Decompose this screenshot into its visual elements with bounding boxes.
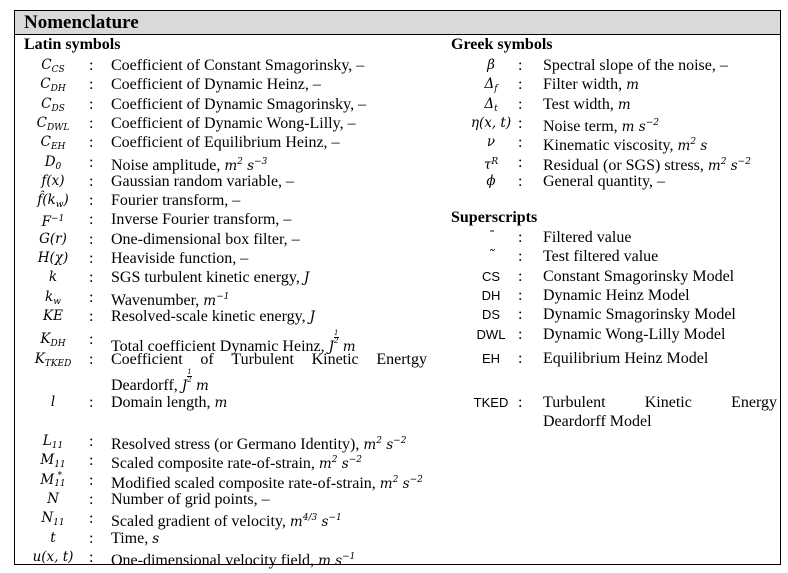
denominator: 2: [187, 376, 192, 384]
symbol: η(x, t): [470, 114, 512, 131]
symbol-subscript: t: [494, 103, 498, 114]
symbol-subscript: CS: [51, 65, 65, 75]
description: Heaviside function, –: [111, 250, 249, 267]
colon-separator: :: [89, 331, 94, 349]
symbol-subscript: 11: [53, 518, 65, 529]
colon-separator: :: [89, 153, 94, 171]
unit-exponent: −1: [328, 513, 342, 524]
description: Kinematic viscosity, $m^2$ s: [543, 137, 708, 155]
colon-separator: :: [89, 230, 94, 248]
description: Residual (or SGS) stress, $m^2$ $s^{-2}$: [543, 156, 751, 174]
symbol-superscript: R: [491, 156, 499, 167]
unit-exponent: −2: [393, 436, 407, 446]
table-title: Nomenclature: [24, 12, 139, 33]
description: Noise amplitude, $m^2$ $s^{-3}$: [111, 156, 268, 174]
unit: $m^2$ $s^{-3}$: [224, 156, 268, 174]
numerator: 1: [187, 368, 192, 376]
unit: m $s^{-2}$: [621, 117, 659, 135]
superscripts-heading: Superscripts: [451, 209, 538, 226]
symbol: DH: [481, 288, 501, 303]
symbol: k: [48, 269, 58, 286]
word: Turbulent: [543, 394, 606, 411]
unit-exponent: −1: [342, 551, 356, 562]
symbol-subscript: w: [53, 296, 61, 307]
unit-exponent: −2: [348, 455, 362, 466]
description: Modified scaled composite rate-of-strain, $m^2$ $s^{-2}$: [111, 474, 423, 492]
symbol: ¯: [487, 229, 495, 245]
symbol-subscript: w: [55, 200, 64, 211]
symbol: $\tau^R$: [483, 156, 499, 173]
unit-exponent: −2: [737, 156, 751, 167]
unit-exponent: −2: [409, 474, 423, 485]
symbol: $k_w$: [45, 288, 61, 307]
description: Test filtered value: [543, 248, 659, 265]
symbol: t: [50, 529, 56, 546]
description: Filter width, m: [543, 76, 639, 94]
word: Kinetic: [644, 394, 692, 411]
unit-exponent: 2: [376, 436, 382, 446]
colon-separator: :: [89, 95, 94, 113]
colon-separator: :: [89, 529, 94, 547]
description: Total coefficient Dynamic Heinz, J $\frac{1}{2}$ m: [111, 329, 356, 356]
symbol: TKED: [473, 395, 509, 410]
unit: J $\frac{1}{2}$ m: [181, 368, 209, 394]
symbol: G(r): [39, 230, 67, 247]
symbol: M * 11: [40, 471, 66, 490]
symbol-subscript: 0: [55, 161, 62, 172]
colon-separator: :: [518, 153, 523, 171]
description: Dynamic Smagorinsky Model: [543, 306, 736, 323]
description: One-dimensional box filter, –: [111, 230, 300, 248]
description-line: [543, 393, 777, 412]
colon-separator: :: [89, 471, 94, 489]
description: Constant Smagorinsky Model: [543, 268, 735, 285]
description: Wavenumber, $m^{-1}$: [111, 291, 230, 309]
symbol-subscript: 11: [54, 479, 66, 490]
symbol: N: [47, 490, 59, 507]
symbol: $M_{11}$: [40, 452, 66, 471]
description-continuation: Deardorff, J $\frac{1}{2}$ m: [111, 368, 209, 394]
description: Inverse Fourier transform, –: [111, 211, 292, 229]
symbol-subscript: 11: [51, 441, 64, 451]
symbol: $F^{-1}$: [41, 214, 65, 231]
unit-exponent: −1: [216, 291, 230, 302]
colon-separator: :: [89, 192, 94, 210]
description: Coefficient of Dynamic Heinz, –: [111, 76, 321, 94]
nomenclature-table: [14, 10, 781, 569]
colon-separator: :: [89, 433, 94, 450]
symbol: $C_{DH}$: [40, 76, 66, 95]
symbol: $f̂(k_w)$: [37, 192, 69, 211]
unit: $m^2$ $s^{-2}$: [318, 455, 362, 473]
description: SGS turbulent kinetic energy, J: [111, 269, 310, 287]
colon-separator: :: [89, 452, 94, 470]
symbol: $C_{DS}$: [41, 95, 65, 114]
colon-separator: :: [518, 248, 523, 265]
latin-symbols-heading: Latin symbols: [24, 36, 121, 53]
description-continuation: Deardorff Model: [543, 413, 652, 430]
description: Dynamic Heinz Model: [543, 287, 690, 304]
colon-separator: :: [89, 211, 94, 229]
symbol: $\Delta_t$: [484, 95, 498, 114]
symbol-subscript: f: [494, 84, 498, 95]
symbol-subscript: DH: [50, 84, 66, 95]
symbol: $L_{11}$: [42, 433, 64, 451]
symbol: ν: [486, 134, 496, 151]
description: Domain length, m: [111, 394, 228, 411]
symbol: $\Delta_f$: [484, 76, 498, 95]
unit: J: [309, 308, 316, 325]
description: [543, 393, 777, 431]
description: Coefficient of Dynamic Smagorinsky, –: [111, 95, 367, 113]
symbol: $C_{CS}$: [41, 57, 65, 75]
colon-separator: :: [518, 394, 523, 411]
symbol: CS: [481, 269, 501, 284]
colon-separator: :: [518, 76, 523, 94]
description: Scaled gradient of velocity, $m^{4/3}$ $s^{-1}$: [111, 513, 342, 531]
description: Number of grid points, –: [111, 490, 270, 508]
unit: m: [617, 96, 631, 113]
unit: s: [152, 530, 160, 547]
word: Kinetic: [311, 351, 359, 368]
symbol: ˜: [487, 248, 495, 264]
symbol: $K_{TKED}$: [34, 351, 72, 369]
colon-separator: :: [89, 510, 94, 528]
colon-separator: :: [89, 250, 94, 267]
colon-separator: :: [89, 269, 94, 287]
colon-separator: :: [518, 172, 523, 190]
unit-exponent: −3: [254, 156, 268, 167]
unit: J: [303, 270, 310, 287]
symbol-superscript: −1: [51, 214, 65, 225]
description: One-dimensional velocity field, m $s^{-1}$: [111, 551, 356, 569]
symbol: $C_{EH}$: [40, 134, 66, 153]
colon-separator: :: [518, 287, 523, 304]
colon-separator: :: [89, 172, 94, 190]
word: Enertgy: [376, 351, 427, 368]
symbol: DWL: [476, 327, 506, 342]
colon-separator: :: [518, 57, 523, 74]
unit: $m^2$ s: [677, 137, 708, 155]
table-header: [15, 11, 780, 35]
numerator: 1: [334, 329, 339, 338]
unit-fraction-exponent: [334, 330, 338, 345]
symbol: β: [487, 57, 495, 73]
description: Gaussian random variable, –: [111, 172, 295, 190]
symbol-subscript: DWL: [46, 122, 70, 133]
description: Resolved-scale kinetic energy, J: [111, 307, 316, 325]
symbol: $K_{DH}$: [40, 331, 66, 350]
unit-exponent: 4/3: [302, 513, 318, 524]
word: of: [200, 351, 214, 368]
word: Energy: [731, 394, 777, 411]
symbol: EH: [481, 351, 501, 366]
description: Time, s: [111, 529, 160, 547]
unit: $m^2$ $s^{-2}$: [707, 156, 751, 174]
unit-exponent: 2: [237, 156, 243, 167]
unit: m: [214, 395, 228, 411]
symbol: DS: [481, 307, 501, 322]
symbol: H(χ): [37, 250, 69, 266]
unit: m $s^{-1}$: [318, 551, 356, 569]
word: Coefficient: [111, 351, 183, 368]
symbol: $D_0$: [44, 153, 62, 172]
unit: $m^2$ $s^{-2}$: [363, 436, 407, 453]
unit-exponent: 2: [331, 455, 338, 466]
symbol-subscript: DH: [50, 339, 66, 350]
colon-separator: :: [89, 351, 94, 368]
colon-separator: :: [89, 548, 94, 566]
description: Spectral slope of the noise, –: [543, 57, 728, 74]
symbol: f(x): [41, 172, 65, 189]
description: Noise term, m $s^{-2}$: [543, 117, 659, 135]
description: General quantity, –: [543, 172, 666, 190]
unit-exponent: 2: [392, 474, 399, 485]
unit-exponent: 2: [720, 156, 727, 167]
colon-separator: :: [518, 114, 523, 132]
description: [111, 350, 427, 396]
symbol: $N_{11}$: [41, 510, 65, 529]
colon-separator: :: [89, 288, 94, 306]
colon-separator: :: [89, 76, 94, 94]
colon-separator: :: [89, 134, 94, 152]
unit: $m^{4/3}$ $s^{-1}$: [289, 513, 342, 531]
description: Coefficient of Equilibrium Heinz, –: [111, 134, 340, 152]
symbol-superscript: *: [57, 471, 63, 482]
unit-exponent: 2: [690, 137, 697, 148]
symbol: $C_{DWL}$: [36, 114, 70, 133]
symbol-subscript: 11: [54, 460, 66, 471]
colon-separator: :: [518, 306, 523, 323]
description: Test width, m: [543, 95, 631, 113]
colon-separator: :: [518, 350, 523, 367]
description: Coefficient of Dynamic Wong-Lilly, –: [111, 114, 356, 132]
unit: m: [626, 77, 639, 94]
description: Coefficient of Constant Smagorinsky, –: [111, 57, 365, 74]
symbol-subscript: DS: [51, 103, 65, 114]
colon-separator: :: [89, 490, 94, 508]
symbol: KE: [43, 307, 63, 324]
colon-separator: :: [89, 57, 94, 74]
colon-separator: :: [518, 134, 523, 152]
colon-separator: :: [89, 394, 94, 411]
denominator: 2: [334, 337, 339, 346]
symbol-subscript: TKED: [44, 359, 72, 369]
symbol-subscript: EH: [50, 142, 66, 153]
symbol: u(x, t): [32, 548, 74, 565]
unit-exponent: −2: [645, 117, 659, 128]
colon-separator: :: [518, 326, 523, 343]
symbol: l: [50, 394, 56, 410]
unit: $m^{-1}$: [203, 291, 230, 309]
description: Scaled composite rate-of-strain, $m^2$ $s^{-2}$: [111, 455, 362, 473]
description: Fourier transform, –: [111, 192, 241, 210]
unit: J $\frac{1}{2}$ m: [328, 329, 356, 356]
description-line: [111, 350, 427, 369]
unit-fraction-exponent: [187, 369, 191, 384]
description: Equilibrium Heinz Model: [543, 350, 709, 367]
colon-separator: :: [518, 229, 523, 246]
colon-separator: :: [518, 268, 523, 285]
greek-symbols-heading: Greek symbols: [451, 36, 553, 53]
word: Turbulent: [231, 351, 294, 368]
description: Filtered value: [543, 229, 632, 246]
symbol-scripts: [54, 472, 65, 488]
colon-separator: :: [89, 307, 94, 325]
colon-separator: :: [89, 114, 94, 132]
description: Dynamic Wong-Lilly Model: [543, 326, 726, 343]
unit: $m^2$ $s^{-2}$: [379, 474, 423, 492]
description: Resolved stress (or Germano Identity), $m^2$ $s^{-2}$: [111, 436, 407, 453]
colon-separator: :: [518, 95, 523, 113]
symbol: ϕ: [486, 172, 496, 189]
